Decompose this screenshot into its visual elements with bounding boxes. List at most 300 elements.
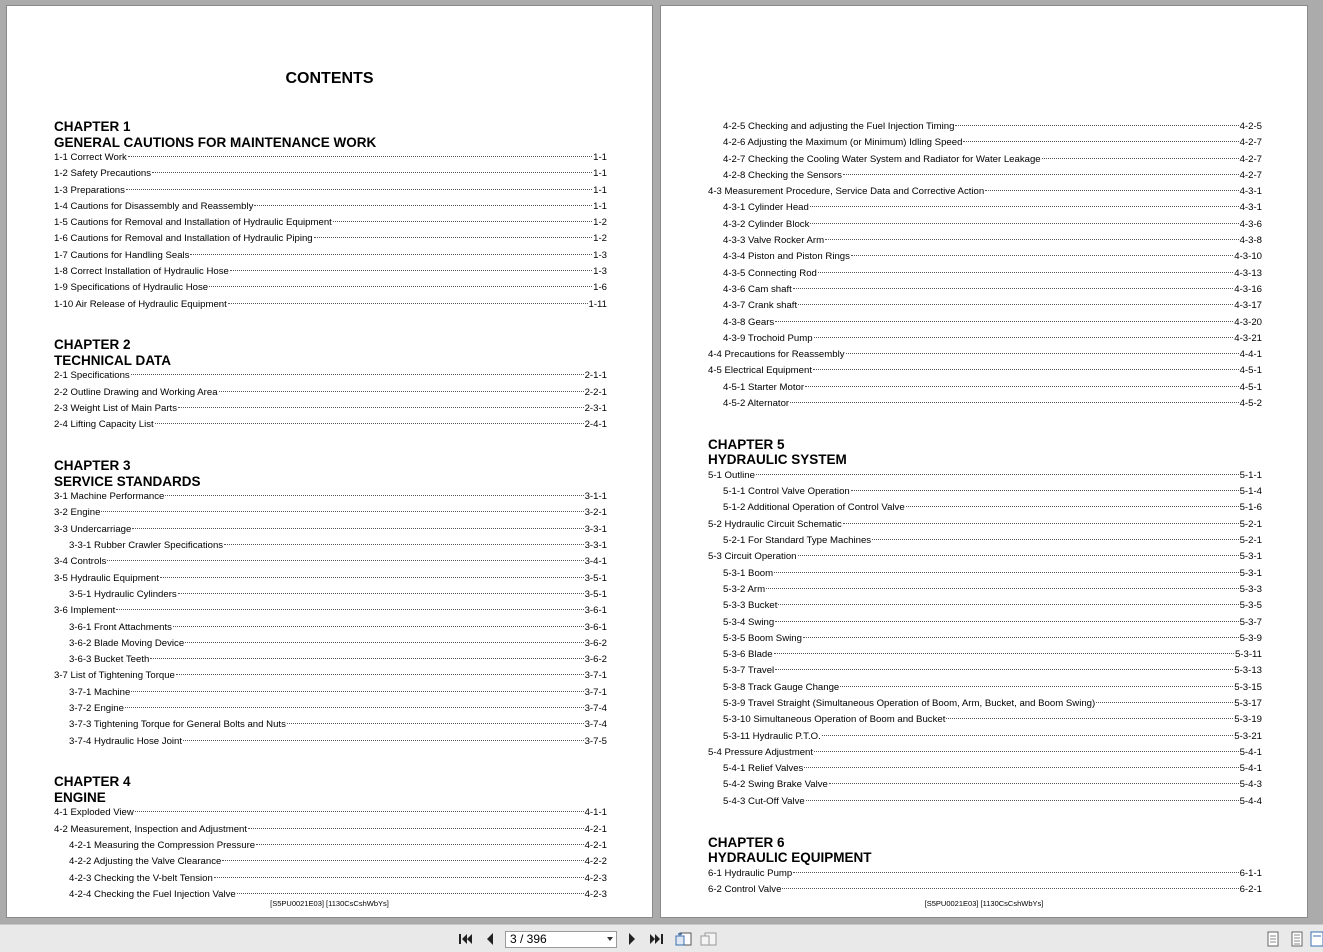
toc-entry-page: 3-6-1 [584,621,607,633]
toc-entry-title: 4-3-7 Crank shaft [723,300,798,312]
chevron-down-icon [607,937,613,941]
toc-entry-page: 5-3-21 [1234,730,1262,742]
toc-entry[interactable] [708,380,1262,396]
toc-entry-title: 4-2-5 Checking and adjusting the Fuel Injection Timing [723,121,955,132]
toc-entry[interactable] [708,777,1262,793]
toc-entry-title: 1-6 Cautions for Removal and Installation of Hydraulic Piping [54,233,313,245]
toc-entry-title: 5-1-1 Control Valve Operation [723,486,850,498]
toc-entry[interactable] [708,119,1262,135]
dot-leader [178,593,584,594]
toc-entry[interactable] [708,468,1262,484]
toc-entry-title: 4-4 Precautions for Reassembly [708,349,845,361]
chapter-heading: CHAPTER 6 [708,834,785,850]
toc-entry[interactable] [54,652,607,668]
toc-entry-title: 1-7 Cautions for Handling Seals [54,249,190,261]
toc-entry-title: 5-4 Pressure Adjustment [708,746,814,758]
dot-leader [333,221,592,222]
toc-entry[interactable] [54,636,607,652]
toc-entry-page: 4-2-3 [584,888,607,900]
toc-entry[interactable] [54,522,607,538]
chapter-heading: HYDRAULIC SYSTEM [708,452,847,468]
dot-leader [150,658,583,659]
toc-entry-title: 1-9 Specifications of Hydraulic Hose [54,282,209,294]
dot-leader [840,686,1233,687]
toc-entry-page: 4-3-10 [1234,251,1262,263]
toc-entry-page: 1-3 [593,266,607,278]
toc-entry-page: 2-3-1 [584,403,607,415]
dot-leader [222,860,583,861]
toc-entry[interactable] [708,484,1262,500]
dot-leader [906,506,1239,507]
dot-leader [963,141,1238,142]
toc-entry-page: 4-3-6 [1239,218,1262,230]
dot-leader [790,402,1238,403]
toc-entry[interactable] [54,805,607,821]
chapter-heading: SERVICE STANDARDS [54,473,201,489]
toc-entry[interactable] [708,152,1262,168]
toc-entry-title: 5-3-11 Hydraulic P.T.O. [723,730,821,742]
dot-leader [1096,702,1233,703]
toc-entry-page: 2-2-1 [584,386,607,398]
toc-entry-page: 3-4-1 [584,556,607,568]
toc-entry-title: 3-3-1 Rubber Crawler Specifications [69,540,224,552]
toc-entry-page: 4-3-8 [1239,235,1262,247]
dot-leader [825,239,1238,240]
toc-entry-title: 3-6-3 Bucket Teeth [69,654,150,666]
toc-entry-title: 4-5-2 Alternator [723,398,790,410]
toc-entry-title: 4-2-2 Adjusting the Valve Clearance [69,856,222,868]
toc-entry-page: 1-3 [593,249,607,261]
toc-entry-page: 5-3-7 [1239,616,1262,628]
dot-leader [165,495,583,496]
toc-entry-page: 3-3-1 [584,540,607,552]
toc-entry[interactable] [54,571,607,587]
toc-entry-title: 3-5 Hydraulic Equipment [54,572,160,584]
toc-entry-page: 5-1-6 [1239,502,1262,514]
dot-leader [126,189,592,190]
dot-leader [803,637,1239,638]
toc-entry[interactable] [54,280,607,296]
toc-entry-title: 5-3-5 Boom Swing [723,632,802,644]
dot-leader [774,572,1238,573]
toc-entry-title: 4-2-1 Measuring the Compression Pressure [69,840,256,851]
dot-leader [804,767,1238,768]
toc-entry-title: 3-7-1 Machine [69,686,131,698]
toc-entry[interactable] [708,266,1262,282]
toc-entry[interactable] [54,385,607,401]
toc-entry-page: 5-3-5 [1239,600,1262,612]
toc-entry-page: 4-3-20 [1234,316,1262,328]
toc-entry[interactable] [708,331,1262,347]
last-page-icon[interactable] [648,930,666,948]
page-number-select[interactable] [505,931,617,948]
toc-entry-page: 3-1-1 [584,491,607,503]
toc-entry[interactable] [708,598,1262,614]
toc-entry-page: 4-3-21 [1234,332,1262,344]
toc-entry-title: 5-3-10 Simultaneous Operation of Boom and Bucket [723,714,946,726]
toc-entry-title: 5-3-2 Arm [723,583,766,595]
toc-entry[interactable] [54,215,607,231]
toc-entry[interactable] [54,734,607,750]
toc-entry-page: 4-1-1 [584,807,607,819]
toc-entry[interactable] [708,582,1262,598]
toc-entry-title: 4-3-5 Connecting Rod [723,267,817,279]
toc-entry-page: 2-1-1 [584,370,607,382]
toc-entry[interactable] [708,200,1262,216]
document-page-right [660,5,1308,918]
dot-leader [775,621,1238,622]
toc-entry-page: 1-2 [593,233,607,245]
toc-entry-title: 1-1 Correct Work [54,152,127,163]
dot-leader [132,528,583,529]
dot-leader [805,386,1239,387]
toc-entry-page: 4-2-2 [584,856,607,868]
dot-leader [219,391,584,392]
toc-entry[interactable] [54,620,607,636]
toc-entry[interactable] [708,615,1262,631]
toc-entry-page: 5-3-11 [1234,649,1262,661]
toc-entry[interactable] [708,533,1262,549]
dot-leader [116,609,583,610]
toc-entry[interactable] [708,680,1262,696]
dot-leader [822,735,1234,736]
toc-entry-page: 5-3-1 [1239,551,1262,563]
toc-entry-page: 5-2-1 [1239,535,1262,547]
next-page-icon[interactable] [623,930,641,948]
dot-leader [806,800,1239,801]
dot-leader [190,254,592,255]
toc-entry[interactable] [708,315,1262,331]
toc-entry-title: 3-7-3 Tightening Torque for General Bolts and Nuts [69,719,286,731]
chapter-heading: CHAPTER 5 [708,436,785,452]
toc-entry[interactable] [708,217,1262,233]
toc-entry-title: 5-2-1 For Standard Type Machines [723,535,872,547]
toc-entry[interactable] [54,505,607,521]
toc-entry[interactable] [708,663,1262,679]
toc-entry[interactable] [708,647,1262,663]
toc-entry[interactable] [54,822,607,838]
toc-entry-page: 4-5-1 [1239,381,1262,393]
toc-entry-page: 3-7-4 [584,703,607,715]
chapter-heading: CHAPTER 1 [54,119,131,134]
toc-entry[interactable] [54,668,607,684]
dot-leader [955,125,1238,126]
chapter-heading: CHAPTER 2 [54,337,131,353]
toc-entry-title: 3-7-2 Engine [69,703,124,715]
toc-entry[interactable] [708,168,1262,184]
toc-entry-page: 4-4-1 [1239,349,1262,361]
toc-entry-page: 4-5-1 [1239,365,1262,377]
toc-entry-page: 3-7-1 [584,670,607,682]
rotate-view-icon[interactable] [675,930,693,948]
dot-leader [128,156,592,157]
dot-leader [778,604,1238,605]
toc-entry[interactable] [708,631,1262,647]
dot-leader [793,288,1233,289]
toc-entry[interactable] [54,401,607,417]
dot-leader [814,751,1239,752]
toc-entry-title: 3-4 Controls [54,556,107,568]
toc-entry-page: 4-3-1 [1239,186,1262,198]
toc-entry-title: 5-1-2 Additional Operation of Control Valve [723,502,905,514]
toc-entry-page: 3-2-1 [584,507,607,519]
dot-leader [810,223,1238,224]
toc-entry[interactable] [708,363,1262,379]
toc-entry-page: 5-3-17 [1234,698,1262,709]
toc-entry-title: 2-1 Specifications [54,370,130,382]
toc-entry-title: 4-3-3 Valve Rocker Arm [723,235,825,247]
toc-entry[interactable] [54,603,607,619]
toc-entry-title: 4-2-7 Checking the Cooling Water System and Radiator for Water Leakage [723,153,1041,165]
toc-entry-page: 4-2-5 [1239,121,1262,132]
chapter-heading: HYDRAULIC EQUIPMENT [708,850,872,866]
toc-entry-title: 4-2-6 Adjusting the Maximum (or Minimum) Idling Speed [723,137,963,149]
toc-entry[interactable] [54,489,607,505]
toc-entry-page: 3-5-1 [584,588,607,600]
toc-entry[interactable] [708,184,1262,200]
dot-leader [798,555,1239,556]
toc-entry[interactable] [708,347,1262,363]
toc-entry-page: 3-7-4 [584,719,607,731]
toc-entry[interactable] [708,233,1262,249]
toc-entry-title: 5-4-2 Swing Brake Valve [723,779,828,791]
toc-entry-page: 4-2-7 [1239,137,1262,149]
toc-column-right [708,119,1262,898]
toc-entry[interactable] [54,368,607,384]
toc-entry-page: 1-1 [593,168,607,180]
first-page-icon[interactable] [456,930,474,948]
toc-entry-page: 1-1 [593,152,607,163]
dot-leader [131,691,583,692]
toc-entry-page: 5-4-1 [1239,746,1262,758]
chapter-heading: TECHNICAL DATA [54,352,171,368]
toc-entry[interactable] [708,882,1262,898]
toc-entry-title: 3-6-1 Front Attachments [69,621,172,633]
toc-entry[interactable] [54,701,607,717]
dot-leader [176,674,584,675]
toc-entry-title: 4-3-8 Gears [723,316,775,328]
toc-entry-page: 5-4-3 [1239,779,1262,791]
toc-entry-title: 4-3-4 Piston and Piston Rings [723,251,850,263]
toc-entry-title: 3-7 List of Tightening Torque [54,670,175,682]
toc-entry-title: 4-2-3 Checking the V-belt Tension [69,872,213,884]
toc-entry-title: 4-1 Exploded View [54,807,134,819]
toc-entry-title: 4-3-9 Trochoid Pump [723,332,813,344]
toc-entry-page: 4-5-2 [1239,398,1262,410]
chapter-heading: GENERAL CAUTIONS FOR MAINTENANCE WORK [54,134,377,150]
toc-entry[interactable] [708,866,1262,882]
toc-entry[interactable] [54,248,607,264]
toc-entry[interactable] [708,696,1262,712]
fit-view-icon[interactable] [700,930,718,948]
two-page-view-icon[interactable] [1288,930,1306,948]
toc-entry[interactable] [708,712,1262,728]
toc-entry[interactable] [708,761,1262,777]
page-footer-right: [S5PU0021E03] [1130CsCshWbYs] [924,899,1044,908]
toc-entry[interactable] [54,150,607,166]
toc-entry[interactable] [708,135,1262,151]
toc-entry[interactable] [54,417,607,433]
single-page-view-icon[interactable] [1264,930,1282,948]
dot-leader [237,893,584,894]
document-page-left [6,5,653,918]
dot-leader [829,783,1239,784]
dot-leader [946,718,1233,719]
toc-entry[interactable] [708,298,1262,314]
toc-entry-title: 1-10 Air Release of Hydraulic Equipment [54,298,227,310]
toc-entry-page: 3-7-5 [584,735,607,747]
toc-entry-title: 5-3-4 Swing [723,616,775,628]
toc-entry-title: 4-2-8 Checking the Sensors [723,169,842,181]
toc-entry-page: 5-3-1 [1239,567,1262,579]
toc-entry-page: 1-6 [593,282,607,294]
toc-entry-title: 6-2 Control Valve [708,883,782,895]
toc-entry-title: 5-3-3 Bucket [723,600,778,612]
toc-entry-title: 1-4 Cautions for Disassembly and Reassembly [54,200,254,212]
toc-entry[interactable] [54,231,607,247]
toc-entry-page: 4-2-1 [584,823,607,835]
dot-leader [287,723,584,724]
toc-entry[interactable] [54,199,607,215]
dot-leader [173,626,584,627]
toc-entry-title: 4-5 Electrical Equipment [708,365,812,377]
toc-entry-title: 1-8 Correct Installation of Hydraulic Hose [54,266,229,278]
toc-entry-page: 3-5-1 [584,572,607,584]
toc-entry[interactable] [54,183,607,199]
toc-entry[interactable] [54,717,607,733]
toc-entry-page: 5-4-4 [1239,795,1262,807]
dot-leader [101,511,583,512]
toc-entry-title: 2-2 Outline Drawing and Working Area [54,386,218,398]
toc-entry-page: 1-2 [593,217,607,229]
toc-entry-title: 5-3 Circuit Operation [708,551,797,563]
toc-entry[interactable] [708,745,1262,761]
toc-entry-title: 2-4 Lifting Capacity List [54,419,154,431]
toc-entry[interactable] [54,685,607,701]
dot-leader [851,255,1233,256]
toc-entry-page: 2-4-1 [584,419,607,431]
toc-entry[interactable] [54,538,607,554]
dot-leader [256,844,583,845]
toc-entry-title: 1-3 Preparations [54,184,125,196]
toc-entry-page: 1-11 [588,298,607,310]
dot-leader [314,237,592,238]
dot-leader [782,888,1238,889]
toc-column-left [54,119,607,903]
continuous-view-icon[interactable] [1309,930,1323,948]
toc-entry[interactable] [54,838,607,854]
toc-entry-title: 3-7-4 Hydraulic Hose Joint [69,735,183,747]
dot-leader [846,353,1239,354]
toc-entry[interactable] [54,264,607,280]
toc-entry-page: 5-3-9 [1239,632,1262,644]
dot-leader [224,544,583,545]
previous-page-icon[interactable] [481,930,499,948]
dot-leader [774,653,1234,654]
toc-entry-title: 5-3-6 Blade [723,649,773,661]
dot-leader [178,407,584,408]
toc-entry-title: 3-6-2 Blade Moving Device [69,637,185,649]
toc-entry[interactable] [708,396,1262,412]
toc-entry-title: 5-3-1 Boom [723,567,774,579]
toc-entry-title: 3-3 Undercarriage [54,523,132,535]
dot-leader [793,872,1238,873]
toc-entry[interactable] [708,549,1262,565]
toc-entry-page: 4-3-16 [1234,283,1262,295]
dot-leader [160,577,584,578]
chapter-heading: CHAPTER 3 [54,458,131,474]
toc-entry-page: 4-3-13 [1234,267,1262,279]
toc-entry[interactable] [54,554,607,570]
toc-entry[interactable] [708,517,1262,533]
toc-entry[interactable] [708,282,1262,298]
toc-entry[interactable] [54,297,607,313]
toc-entry[interactable] [708,729,1262,745]
viewer-toolbar [0,924,1323,952]
toc-entry-title: 3-5-1 Hydraulic Cylinders [69,588,177,600]
toc-entry-page: 4-2-7 [1239,169,1262,181]
toc-entry[interactable] [708,500,1262,516]
dot-leader [131,374,584,375]
dot-leader [872,539,1239,540]
toc-entry[interactable] [708,249,1262,265]
toc-entry-page: 4-3-17 [1234,300,1262,312]
dot-leader [107,560,583,561]
toc-entry-page: 5-4-1 [1239,763,1262,775]
dot-leader [851,490,1239,491]
contents-title: CONTENTS [285,70,374,87]
toc-entry-page: 4-2-1 [584,840,607,851]
toc-entry-title: 5-4-3 Cut-Off Valve [723,795,805,807]
toc-entry-title: 5-3-8 Track Gauge Change [723,681,840,693]
dot-leader [775,669,1233,670]
dot-leader [813,369,1239,370]
toc-entry[interactable] [54,166,607,182]
toc-entry-title: 2-3 Weight List of Main Parts [54,403,177,415]
page-footer-left: [S5PU0021E03] [1130CsCshWbYs] [270,899,389,908]
toc-entry-title: 4-3 Measurement Procedure, Service Data and Corrective Action [708,186,985,198]
dot-leader [183,740,584,741]
toc-entry-title: 4-3-6 Cam shaft [723,283,792,295]
toc-entry[interactable] [54,587,607,603]
toc-entry-page: 6-1-1 [1239,867,1262,879]
toc-entry-title: 5-3-7 Travel [723,665,775,677]
dot-leader [214,877,584,878]
dot-leader [230,270,592,271]
dot-leader [810,206,1239,207]
toc-entry-title: 3-6 Implement [54,605,116,617]
toc-entry[interactable] [54,854,607,870]
toc-entry-title: 5-4-1 Relief Valves [723,763,804,775]
toc-entry-title: 6-1 Hydraulic Pump [708,867,793,879]
toc-entry-page: 3-3-1 [584,523,607,535]
page-indicator: 3 / 396 [510,932,547,946]
toc-entry-page: 1-1 [593,200,607,212]
chapter-heading: CHAPTER 4 [54,774,131,790]
toc-entry[interactable] [708,566,1262,582]
dot-leader [125,707,584,708]
toc-entry-title: 3-2 Engine [54,507,101,519]
dot-leader [228,303,588,304]
dot-leader [775,321,1233,322]
toc-entry[interactable] [54,871,607,887]
toc-entry-page: 4-2-3 [584,872,607,884]
toc-entry[interactable] [708,794,1262,810]
toc-entry-page: 5-2-1 [1239,518,1262,530]
toc-entry-title: 4-2 Measurement, Inspection and Adjustment [54,823,248,835]
toc-entry-page: 5-3-15 [1234,681,1262,693]
toc-entry-title: 4-5-1 Starter Motor [723,381,805,393]
